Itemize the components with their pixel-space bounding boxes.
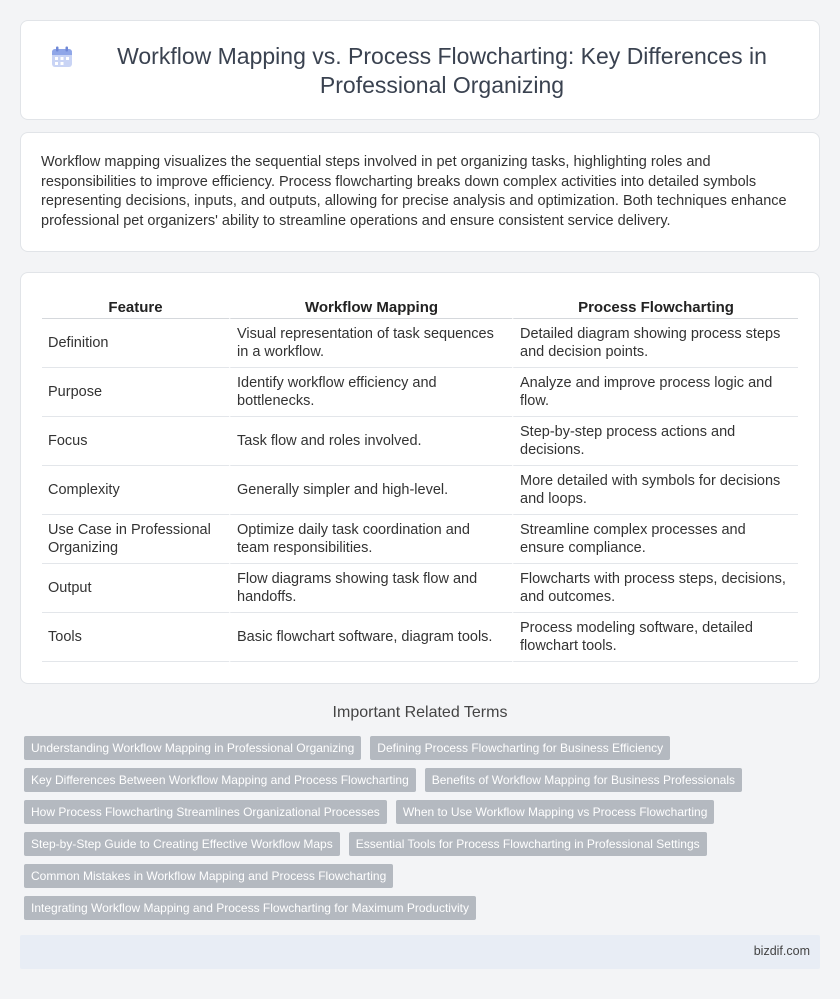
related-terms-list — [24, 736, 820, 920]
row-feature-cell: Focus — [42, 417, 229, 466]
row-workflow-cell: Generally simpler and high-level. — [229, 466, 512, 515]
column-header-feature: Feature — [42, 295, 229, 319]
calendar-icon — [51, 46, 73, 68]
intro-card — [20, 132, 820, 252]
comparison-table — [42, 295, 798, 662]
row-workflow-cell: Optimize daily task coordination and team responsibilities. — [229, 515, 512, 564]
comparison-card — [20, 272, 820, 684]
table-row — [42, 515, 798, 564]
table-row — [42, 417, 798, 466]
related-term-link[interactable]: Benefits of Workflow Mapping for Business Professionals — [425, 768, 742, 792]
row-feature-cell: Complexity — [42, 466, 229, 515]
page-title: Workflow Mapping vs. Process Flowcharting: Key Differences in Professional Organizing — [117, 43, 767, 98]
row-flowchart-cell: Streamline complex processes and ensure compliance. — [512, 515, 798, 564]
related-term-link[interactable]: When to Use Workflow Mapping vs Process Flowcharting — [396, 800, 715, 824]
row-flowchart-cell: Flowcharts with process steps, decisions, and outcomes. — [512, 564, 798, 613]
table-row — [42, 613, 798, 662]
row-flowchart-cell: Detailed diagram showing process steps and decision points. — [512, 319, 798, 368]
column-header-workflow-mapping: Workflow Mapping — [229, 295, 512, 319]
related-term-link[interactable]: Defining Process Flowcharting for Business Efficiency — [370, 736, 670, 760]
row-workflow-cell: Visual representation of task sequences in a workflow. — [229, 319, 512, 368]
row-feature-cell: Definition — [42, 319, 229, 368]
header-card — [20, 20, 820, 120]
row-workflow-cell: Identify workflow efficiency and bottlenecks. — [229, 368, 512, 417]
related-terms-heading: Important Related Terms — [332, 704, 508, 721]
row-workflow-cell: Flow diagrams showing task flow and handoffs. — [229, 564, 512, 613]
related-term-link[interactable]: Integrating Workflow Mapping and Process Flowcharting for Maximum Productivity — [24, 896, 476, 920]
row-feature-cell: Tools — [42, 613, 229, 662]
footer-bar — [20, 935, 820, 969]
row-feature-cell: Purpose — [42, 368, 229, 417]
table-row — [42, 466, 798, 515]
row-feature-cell: Use Case in Professional Organizing — [42, 515, 229, 564]
row-flowchart-cell: Analyze and improve process logic and flow. — [512, 368, 798, 417]
row-flowchart-cell: More detailed with symbols for decisions and loops. — [512, 466, 798, 515]
related-term-link[interactable]: How Process Flowcharting Streamlines Organizational Processes — [24, 800, 387, 824]
table-row — [42, 368, 798, 417]
row-flowchart-cell: Process modeling software, detailed flowchart tools. — [512, 613, 798, 662]
intro-paragraph: Workflow mapping visualizes the sequential steps involved in pet organizing tasks, highlighting roles and responsibilities to improve efficiency. Process flowcharting breaks down complex activities into detailed symbols representing decisions, inputs, and outputs, allowing for precise analysis and optimization. Both techniques enhance professional pet organizers' ability to streamline operations and ensure consistent service delivery. — [41, 154, 787, 229]
related-term-link[interactable]: Key Differences Between Workflow Mapping and Process Flowcharting — [24, 768, 416, 792]
footer-site-name: bizdif.com — [753, 944, 810, 958]
table-row — [42, 564, 798, 613]
column-header-process-flowcharting: Process Flowcharting — [512, 295, 798, 319]
related-term-link[interactable]: Understanding Workflow Mapping in Professional Organizing — [24, 736, 361, 760]
related-term-link[interactable]: Step-by-Step Guide to Creating Effective Workflow Maps — [24, 832, 340, 856]
table-row — [42, 319, 798, 368]
related-term-link[interactable]: Essential Tools for Process Flowcharting in Professional Settings — [349, 832, 707, 856]
row-workflow-cell: Task flow and roles involved. — [229, 417, 512, 466]
row-feature-cell: Output — [42, 564, 229, 613]
title-wrap — [21, 21, 821, 121]
row-flowchart-cell: Step-by-step process actions and decisions. — [512, 417, 798, 466]
row-workflow-cell: Basic flowchart software, diagram tools. — [229, 613, 512, 662]
related-term-link[interactable]: Common Mistakes in Workflow Mapping and Process Flowcharting — [24, 864, 393, 888]
table-header-row — [42, 295, 798, 319]
